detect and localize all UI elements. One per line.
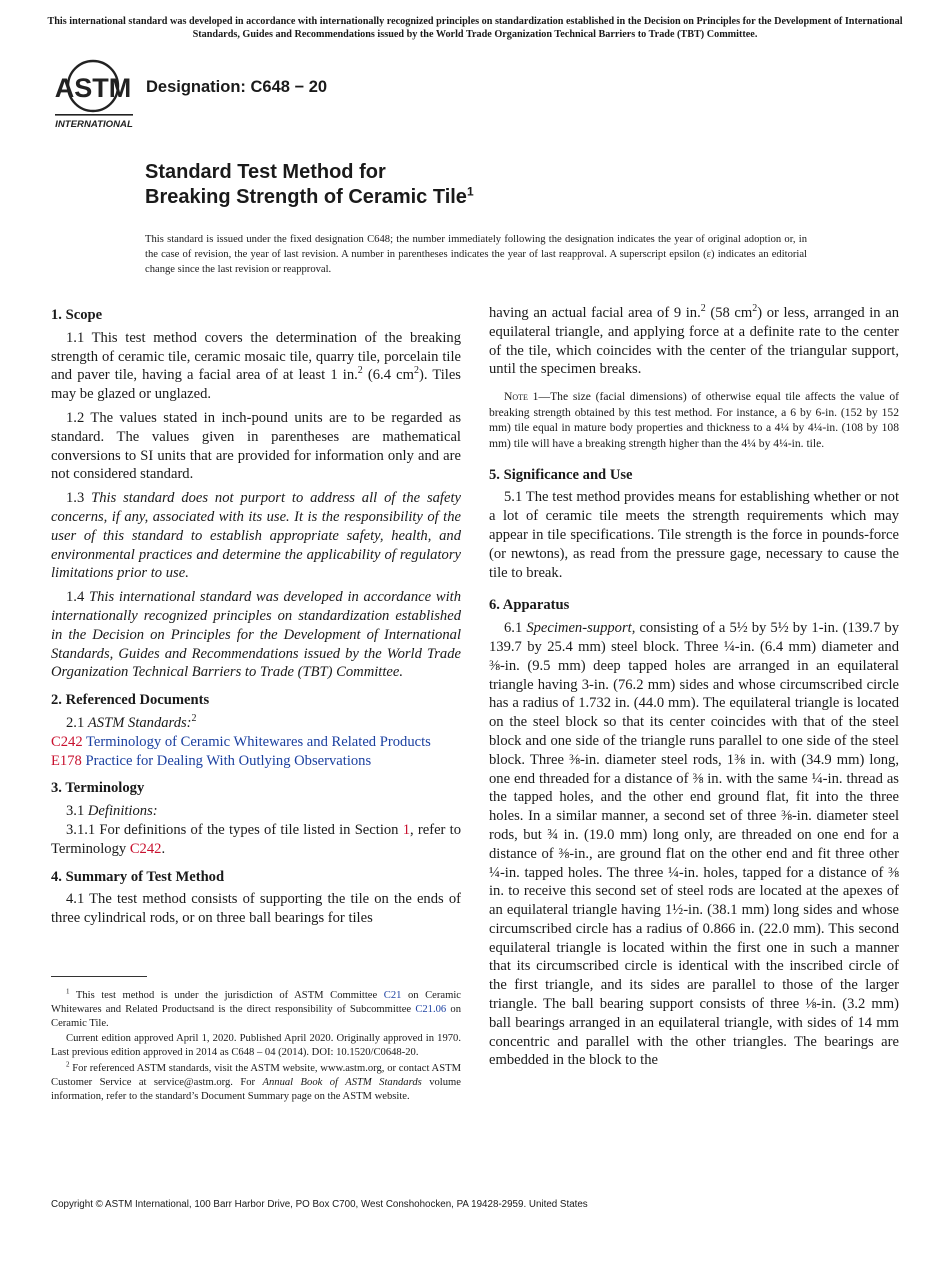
- para-4-1: 4.1 The test method consists of supporting the tile on the ends of three cylindrical rods, or on three ball bearings for tiles: [51, 891, 461, 927]
- link-c21-06[interactable]: C21.06: [415, 1003, 447, 1015]
- section-heading-summary: 4. Summary of Test Method: [51, 868, 225, 885]
- reference-code-c242[interactable]: C242: [51, 733, 83, 750]
- para-6-1: 6.1 Specimen-support, consisting of a 5½ by 5½ by 1-in. (139.7 by 139.7 by 25.4 mm) steel block. Three ¼-in. (6.4 mm) diameter and ⅜-in. (9.5 mm) deep tapped holes are arranged in an equilateral triangle having 3-in. (76.2 mm) sides and whose circumscribed circle has a radius of 1.732 in. (44.0 mm). The equilateral triangle is located on the steel block so that its center coincides with that of the steel block and one side of the triangle runs parallel to one side of the steel block. Three ⅜-in. diameter steel rods, 1⅜ in. with (34.9 mm) long, one end threaded for a distance of ⅜ in. with the same ¼-in. thread as the tapped holes, and the other end ground flat, fit into the three holes. In a similar manner, a second set of three ⅜-in. diameter steel rods, but ¾ in. (19.0 mm) long only, are threaded on one end for a distance of ⅜-in., are ground flat on the other end and fit three other ¼-in. tapped holes. The three ¼-in. holes, tapped for a distance of ⅜ in. to receive this second set of steel rods are located at the apexes of an equilateral triangle having 1½-in. (38.1 mm) long sides and whose circumscribed circle has a radius of 0.866 in. (22.0 mm). This second equilateral triangle is located within the first one in such a manner that its circumscribed circle is identical with the inscribed circle of the first triangle, and its sides are parallel to those of the larger triangle. The ball bearing support consists of three ⅛-in. (3.2 mm) ball bearings arranged in an equilateral triangle, with sides of 14 mm concentric and parallel with the other triangles. The bearings are embedded in the block to the: [489, 620, 899, 1069]
- para-3-1-1: 3.1.1 For definitions of the types of tile listed in Section 1, refer to Terminology C242.: [51, 821, 461, 857]
- para-2-1: 2.1 ASTM Standards:$^2$: [66, 713, 197, 731]
- reference-code-e178[interactable]: E178: [51, 752, 82, 769]
- title-line-2-text: Breaking Strength of Ceramic Tile: [145, 186, 467, 208]
- note-1: Note 1—The size (facial dimensions) of otherwise equal tile affects the value of breaking strength obtained by this test method. For instance, a 6 by 6-in. (152 by 152 mm) tile equal in mature body properties and thickness to a 4¼ by 4¼-in. (108 by 108 mm) tile will have a breaking strength higher than the 4¼ by 4¼-in. tile.: [489, 390, 899, 450]
- section-heading-terminology: 3. Terminology: [51, 780, 145, 797]
- footnotes: [51, 989, 461, 1105]
- footnote-1: $^1$ This test method is under the jurisdiction of ASTM Committee C21 on Ceramic Whitewares and Related Productsand is the direct responsibility of Subcommittee C21.06 on Ceramic Tile.: [51, 987, 461, 1029]
- section-heading-scope: 1. Scope: [51, 307, 103, 323]
- issuance-statement: This standard is issued under the fixed designation C648; the number immediately following the designation indicates the year of original adoption or, in the case of revision, the year of last revision. A number in parentheses indicates the year of last reapproval. A superscript epsilon (ε) indicates an editorial change since the last revision or reapproval.: [145, 234, 807, 275]
- reference-link-c242[interactable]: Terminology of Ceramic Whitewares and Related Products: [86, 733, 431, 750]
- reference-c242: [51, 733, 461, 752]
- footnote-2: $^2$ For referenced ASTM standards, visit the ASTM website, www.astm.org, or contact ASTM Customer Service at service@astm.org. For Annual Book of ASTM Standards volume information, refer to the standard’s Document Summary page on the ASTM website.: [51, 1060, 461, 1102]
- footnote-divider: [51, 976, 147, 977]
- reference-e178: [51, 752, 461, 771]
- left-column: [51, 306, 461, 928]
- designation: Designation: C648 − 20: [146, 78, 328, 96]
- para-5-1: 5.1 The test method provides means for establishing whether or not a lot of ceramic tile meets the strength requirements which may appear in tile specifications. Tile strength is the force in pounds-force (or newtons), as read from the pressure gage, necessary to cause the tile to break.: [489, 489, 899, 581]
- reference-link-e178[interactable]: Practice for Dealing With Outlying Observations: [85, 752, 372, 769]
- para-3-1: 3.1 Definitions:: [66, 803, 158, 820]
- para-1-2: 1.2 The values stated in inch-pound units are to be regarded as standard. The values given in parentheses are mathematical conversions to SI units that are provided for information only and are not considered standard.: [51, 409, 461, 483]
- link-c21[interactable]: C21: [383, 990, 402, 1001]
- para-4-1-continued: having an actual facial area of 9 in.$^2$ (58 $cm^2$) or less, arranged in an equilateral triangle, and applying force at a definite rate to the center of the tile, which coincides with the center of the triangular support, until the specimen breaks.: [489, 303, 899, 378]
- document-title: [145, 160, 474, 210]
- para-1-3: 1.3 This standard does not purport to address all of the safety concerns, if any, associated with its use. It is the responsibility of the user of this standard to establish appropriate safety, health, and environmental practices and determine the applicability of regulatory limitations prior to use.: [51, 490, 461, 582]
- para-1-4: 1.4 This international standard was developed in accordance with internationally recognized principles on standardization established in the Decision on Principles for the Development of International Standards, Guides and Recommendations issued by the World Trade Organization Technical Barriers to Trade (TBT) Committee.: [51, 589, 462, 681]
- footnote-1-edition: Current edition approved April 1, 2020. Published April 2020. Originally approved in 1970. Last previous edition approved in 2014 as C648 – 04 (2014). DOI: 10.1520/C0648-20.: [51, 1033, 461, 1059]
- right-column: [489, 304, 899, 1070]
- astm-logo: [53, 56, 135, 132]
- title-footnote-ref[interactable]: 1: [466, 184, 474, 199]
- link-c242[interactable]: C242: [129, 840, 162, 857]
- logo-word: INTERNATIONAL: [55, 119, 133, 130]
- section-heading-significance: 5. Significance and Use: [489, 466, 633, 483]
- astm-logo-graphic: [53, 56, 135, 132]
- title-line-2: [145, 185, 474, 210]
- copyright-footer: Copyright © ASTM International, 100 Barr Harbor Drive, PO Box C700, West Conshohocken, PA 19428-2959. United States: [51, 1199, 588, 1210]
- top-notice: This international standard was developed in accordance with internationally recognized principles on standardization established in the Decision on Principles for the Development of International Standards, Guides and Recommendations issued by the World Trade Organization Technical Barriers to Trade (TBT) Committee.: [47, 16, 903, 40]
- link-section-1[interactable]: 1: [402, 821, 410, 838]
- title-line-1: Standard Test Method for: [145, 161, 386, 183]
- section-heading-apparatus: 6. Apparatus: [489, 597, 570, 614]
- para-1-1: 1.1 This test method covers the determination of the breaking strength of ceramic tile, ceramic mosaic tile, quarry tile, porcelain tile and paver tile, having a facial area of at least 1 in.$^2$ (6.4 $cm^2$). Tiles may be glazed or unglazed.: [51, 329, 461, 403]
- section-heading-referenced-documents: 2. Referenced Documents: [51, 692, 210, 709]
- logo-letters: ASTM: [54, 73, 132, 103]
